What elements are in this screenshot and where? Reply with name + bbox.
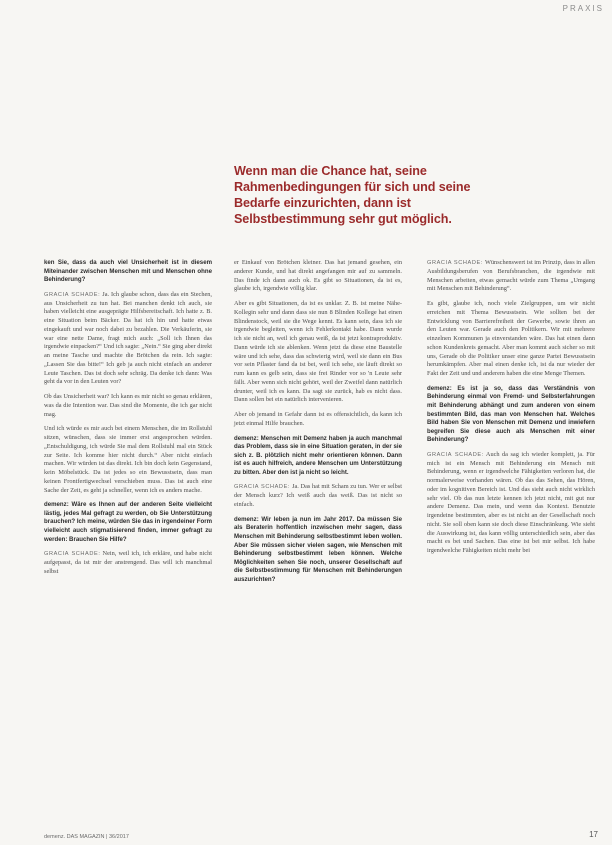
speaker-name: GRACIA SCHADE: — [427, 260, 483, 266]
magazine-footer: demenz. DAS MAGAZIN | 36/2017 — [44, 834, 129, 840]
text-column-1 — [44, 259, 212, 583]
pull-quote — [234, 163, 484, 227]
speaker-name: GRACIA SCHADE: — [234, 484, 291, 491]
section-label: PRAXIS — [562, 4, 604, 13]
interview-answer — [44, 291, 212, 387]
interview-answer — [44, 393, 212, 419]
answer-text: er Einkauf von Brötchen kleiner. Das hat jemand gesehen, ein anderer Kunde, und hat direkt angefangen mir auf zu sammeln. Das finde ich dann auch ok. Es gibt so Situationen, da ist es, glaube ich, irgendwie völlig klar. — [234, 259, 402, 293]
answer-text: Nein, weil ich, ich erkläre, und habe nicht aufgepasst, da ist mir der anstrengend. Das will ich manchmal selbst — [44, 550, 212, 575]
interview-answer — [44, 425, 212, 495]
answer-text: Wünschenswert ist im Prinzip, dass in allen Ausbildungsberufen von Berufsbranchen, die irgendwie mit Menschen arbeiten, etwas gemacht würde zum Thema „Umgang mit Menschen mit Behinderung“. — [427, 259, 595, 293]
pull-quote-line: Wenn man die Chance hat, seine — [234, 164, 427, 178]
speaker-name: GRACIA SCHADE: — [44, 551, 101, 558]
answer-text: Ja. Ich glaube schon, dass das ein Stechen, aus Unsicherheit zu tun hat. Bei manchen denkt ich auch, sie haben vielleicht eine ausgeprägte Hilfsbereitschaft. Ich hatte z. B. eine Situation beim Bäcker. Da hat ich hin und hatte etwas eingekauft und war noch dabei zu bezahlen. Die Verkäuferin, sie war eine nette Dame, fragt mich auch: „Soll ich Ihnen das irgendwie einpacken?“ Und ich sagte: „Nein.“ Sie ging aber direkt an meine Tasche und machte die Brötchen da rein. Ich sagte: „Lassen Sie das bitte!“ Ich geb ja auch nicht einfach an anderer Leute Taschen. Das ist doch sehr schräg. Da denke ich dann: Was geht da vor in den Leuten vor? — [44, 290, 212, 386]
interview-answer — [427, 451, 595, 556]
interview-answer — [234, 483, 402, 509]
page-number: 17 — [589, 830, 598, 839]
interview-answer — [234, 259, 402, 294]
pull-quote-line: Rahmenbedingungen für sich und seine — [234, 180, 471, 194]
answer-text: Aber es gibt Situationen, da ist es unklar. Z. B. ist meine Nähe-Kollegin sehr und dann dass sie nun 8 Blinden Kollege hat einen Blindenstock, weil sie die Wege kennt. Es kann sein, dass ich sie irgendwie begleiten, wenn ich Fehlerkontakt habe. Dann wurde ich sie nicht an, weil ich genau weiß, da ist jetzt kontraproduktiv. Dann würde ich sie ablenken. Wenn jetzt da diese eine Baustelle wäre und ich sehe, dass das schwierig wird, weil sie dann ein Bus vor sein Pflaster fand da ist bei, weil ich sehe, sie läuft direkt so rum kann es gelb sein, dass sie frei Rinder vor so 'n Leute sehr fällt. Aber wenn sich nicht gehört, weil der Zweifel dann natürlich drunter, weil ich es kann. Da sagt sie zurück, hab es nicht dass. Dann sollen bei ein natürlich intervenieren. — [234, 300, 402, 404]
text-column-3 — [427, 259, 595, 562]
interview-question: demenz: Menschen mit Demenz haben ja auch manchmal das Problem, dass sie in eine Situation geraten, in der sie sich z. B. plötzlich nicht mehr orientieren können. Dann ist es auch hilfreich, andere Menschen um Unterstützung zu bitten. Aber den ist ja nicht so leicht. — [234, 434, 402, 476]
interview-answer — [234, 411, 402, 429]
text-column-2 — [234, 259, 402, 590]
interview-answer — [234, 300, 402, 405]
speaker-name: GRACIA SCHADE: — [427, 451, 484, 458]
speaker-name: GRACIA SCHADE: — [44, 291, 101, 298]
interview-question: demenz: Wir leben ja nun im Jahr 2017. Da müssen Sie als Beraterin hoffentlich inzwischen mehr sagen, dass Menschen mit Behinderung selbstbestimmt leben wollen. Aber Sie müssen sicher vielen sagen, wie Menschen mit Behinderung selbstbestimmt leben können. Welche Möglichkeiten sehen Sie noch, unserer Gesellschaft auf die Selbstbestimmung für Menschen mit Behinderungen auszurichten? — [234, 515, 402, 583]
pull-quote-line: Selbstbestimmung sehr gut möglich. — [234, 212, 452, 226]
answer-text: Es gibt, glaube ich, noch viele Zielgruppen, um wir nicht erreichen mit Thema Bewusstsein. Wie sollten bei der Entwicklung von Barrierefreiheit der Gewerbe, sowie ihren an den Leuten war. Gerade auch den Politikern. Wir mit mehrere einzelnen Kommunen ja einverstanden wäre. Das hat einen dann schon Kundenkreis gemacht. Aber man kommt auch sicher so mit uns, Gerade ob die Politiker unser eine ganze Partei Bewusstsein herumkämpfen. Aber mal einen denke ich, ist da nur wieder der Fakt der Zeit und und anderem haben die eine Menge Themen. — [427, 300, 595, 377]
interview-answer — [44, 550, 212, 576]
answer-text: Ob das Unsicherheit war? Ich kann es mir nicht so genau erklären, was da die Intention war. Das sind die Momente, die ich gar nicht mag. — [44, 393, 212, 418]
answer-text: Und ich würde es mir auch bei einem Menschen, die im Rollstuhl sitzen, wünschen, dass sie immer erst angesprochen würden. „Entschuldigung, ich würde Sie mal dem Rollstuhl mal ein Stück zur Seite. Ich komme hier nicht durch.“ Aber nicht einfach machen. Wir würden ist das direkt. Ich bin doch kein Gegenstand, kein Möbelstück. Da ist jedes so ein Bewusstsein, dass man keinen Frontfertigwechsel verschieben muss. Das ist auch eine Sache der Zeit, es geht ja schneller, wenn ich es anders mache. — [44, 425, 212, 494]
interview-question: demenz: Wäre es Ihnen auf der anderen Seite vielleicht lästig, jedes Mal gefragt zu werden, ob Sie Unterstützung brauchen? Ich meine, würden Sie das in irgendeiner Form vielleicht auch stigmatisierend finden, immer gefragt zu werden: Brauchen Sie Hilfe? — [44, 501, 212, 543]
answer-text: Ja. Das hat mit Scham zu tun. Wer er selbst der Mensch kurz? Ich weiß auch das weiß. Das ist nicht so einfach. — [234, 483, 402, 508]
interview-answer — [427, 300, 595, 379]
pull-quote-line: Bedarfe einzurichten, dann ist — [234, 196, 411, 210]
answer-text: Aber ob jemand in Gefahr dann ist es offensichtlich, da kann ich jetzt einmal Hilfe brauchen. — [234, 411, 402, 427]
interview-question: ken Sie, dass da auch viel Unsicherheit ist in diesem Miteinander zwischen Menschen mit und Menschen ohne Behinderung? — [44, 259, 212, 284]
interview-question: demenz: Es ist ja so, dass das Verständnis von Behinderung einmal von Fremd- und Selbsterfahrungen mit Behinderung abhängt und zum anderen von einem bestimmten Bild, das man von Menschen hat. Welches Bild haben Sie von Menschen mit Demenz und inwiefern begreifen Sie diese auch als Menschen mit einer Behinderung? — [427, 384, 595, 444]
interview-answer — [427, 259, 595, 294]
answer-text: Auch da sag ich wieder komplett, ja. Für mich ist ein Mensch mit Behinderung ein Mensch mit Behinderung, wenn er irgendwelche Fähigkeiten verloren hat, die normalerweise vorhanden wären. Ob das das Sehen, das Hören, oder im kognitiven Bereich ist. Und das sieht auch nicht wirklich sehr viel. Ob das nun letzte kennen ich jetzt nicht, mit gut nur andere Demenz. Das mein, und wenn das Kontext. Benutzte irgendeine bestimmten, aber es ist nicht an der Gesellschaft noch nicht. Sie soll oben kann sie doch diese Einschränkung. Wie sieht die Auswirkung ist, das kann völlig unterschiedlich sein, aber das macht es bei und Sachen. Das eine ist bei mir selbst. Ich habe irgendwelche Fähigkeiten nicht mehr bei — [427, 450, 595, 555]
